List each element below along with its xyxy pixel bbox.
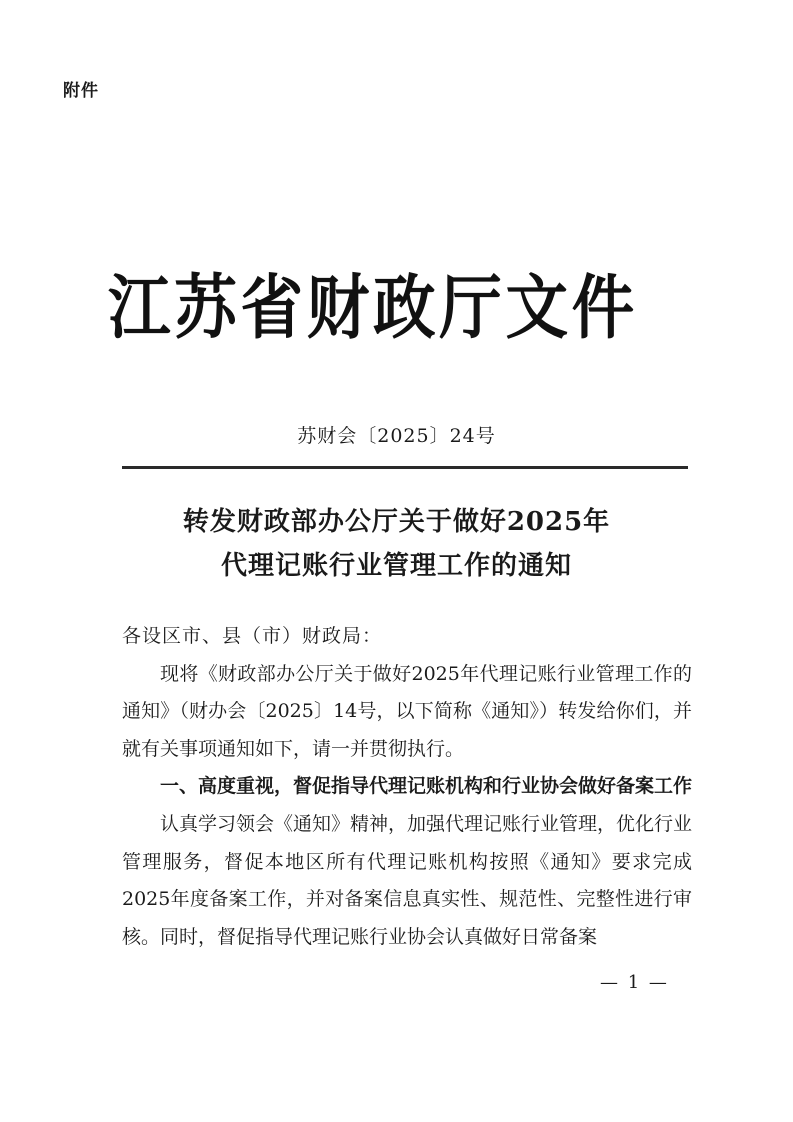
issuer-header-title: 江苏省财政厅文件 — [108, 268, 638, 349]
body-paragraph-1: 现将《财政部办公厅关于做好2025年代理记账行业管理工作的通知》（财办会〔2025〕14号，以下简称《通知》）转发给你们，并就有关事项通知如下，请一并贯彻执行。 — [122, 662, 692, 760]
notice-title-line-2: 代理记账行业管理工作的通知 — [220, 551, 572, 581]
section-1-heading: 一、高度重视，督促指导代理记账机构和行业协会做好备案工作 — [160, 775, 693, 798]
notice-title-line-1: 转发财政部办公厅关于做好2025年 — [182, 507, 611, 537]
page-number: — 1 — — [600, 972, 669, 993]
document-body — [122, 618, 692, 956]
attachment-label: 附件 — [63, 81, 99, 101]
notice-title — [0, 500, 793, 588]
header-divider — [122, 466, 688, 469]
addressee: 各设区市、县（市）财政局： — [122, 625, 383, 647]
document-number: 苏财会〔2025〕24号 — [297, 425, 496, 447]
body-paragraph-2: 认真学习领会《通知》精神，加强代理记账行业管理，优化行业管理服务，督促本地区所有代理记账机构按照《通知》要求完成2025年度备案工作，并对备案信息真实性、规范性、完整性进行审核。同时，督促指导代理记账行业协会认真做好日常备案 — [122, 812, 693, 948]
